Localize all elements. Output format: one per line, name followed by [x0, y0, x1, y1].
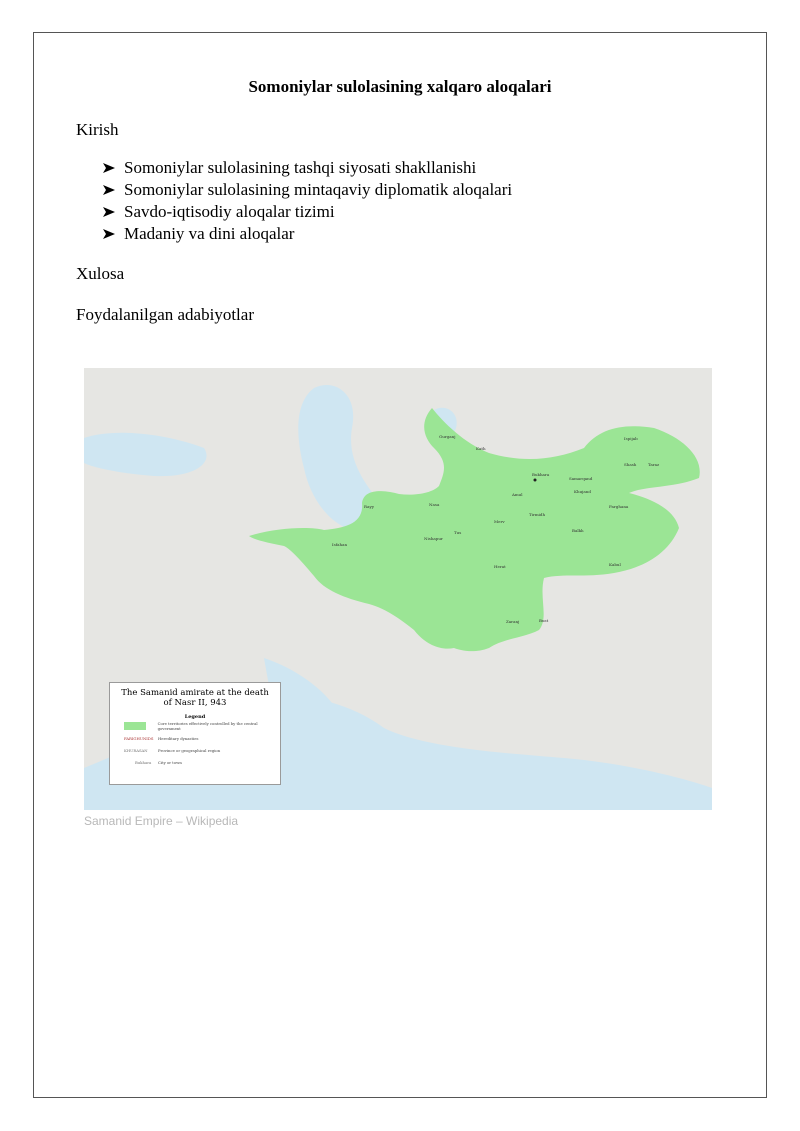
- list-item: [102, 201, 512, 223]
- map-label: Balkh: [572, 528, 584, 533]
- map-label: Isfahan: [332, 542, 348, 547]
- legend-label: Hereditary dynasties: [158, 735, 199, 741]
- legend-label: Province or geographical region: [158, 747, 221, 753]
- map-label: Merv: [494, 519, 505, 524]
- legend-row: [124, 756, 280, 768]
- map-label: Amul: [512, 492, 523, 497]
- toc-list: [102, 157, 512, 245]
- intro-heading: Kirish: [76, 120, 119, 139]
- dynasty-sample: FARIGHUNIDS: [124, 735, 154, 741]
- bukhara-marker: [534, 479, 537, 482]
- map-label: Rayy: [364, 504, 375, 509]
- arrow-bullet-icon: [102, 184, 116, 196]
- map-label: Zaranj: [506, 619, 520, 624]
- conclusion-heading: Xulosa: [76, 264, 125, 283]
- map-legend: [109, 682, 281, 785]
- legend-title: The Samanid amirate at the death of Nasr II, 943: [121, 688, 269, 708]
- map-label: Kath: [476, 446, 486, 451]
- map-label: Samarqand: [569, 476, 593, 481]
- map-label: Khujand: [574, 489, 591, 494]
- legend-row: [124, 720, 280, 732]
- legend-row: [124, 744, 280, 756]
- toc-item-label: Somoniylar sulolasining tashqi siyosati shakllanishi: [124, 158, 477, 177]
- map-label: Taraz: [648, 462, 660, 467]
- map-label: Tus: [454, 530, 462, 535]
- map-label: Nishapur: [424, 536, 443, 541]
- map-label: Tirmidh: [529, 512, 546, 517]
- city-sample: Bukhara: [135, 759, 152, 765]
- toc-item-label: Somoniylar sulolasining mintaqaviy diplomatik aloqalari: [124, 180, 513, 199]
- legend-subtitle: Legend: [184, 714, 206, 720]
- map-label: Shash: [624, 462, 637, 467]
- image-caption: Samanid Empire – Wikipedia: [84, 814, 239, 828]
- province-sample: KHURASAN: [124, 747, 148, 753]
- map-label: Kabul: [609, 562, 621, 567]
- map-label: Bust: [539, 618, 549, 623]
- map-label: Nasa: [429, 502, 440, 507]
- legend-row: [124, 732, 280, 744]
- arrow-bullet-icon: [102, 162, 116, 174]
- map-label: Gurganj: [439, 434, 456, 439]
- map-label: Farghana: [609, 504, 629, 509]
- map-label: Bukhara: [532, 472, 550, 477]
- territory-swatch: [124, 722, 146, 730]
- list-item: [102, 223, 512, 245]
- map-label: Ispijab: [624, 436, 638, 441]
- document-title: Somoniylar sulolasining xalqaro aloqalari: [248, 77, 552, 96]
- map-label: Herat: [494, 564, 506, 569]
- toc-item-label: Madaniy va dini aloqalar: [124, 224, 295, 243]
- list-item: [102, 179, 512, 201]
- list-item: [102, 157, 512, 179]
- legend-label: City or town: [158, 759, 182, 765]
- references-heading: Foydalanilgan adabiyotlar: [76, 305, 254, 324]
- legend-label: Core territories effectively controlled by the central government: [157, 721, 258, 731]
- toc-item-label: Savdo-iqtisodiy aloqalar tizimi: [124, 202, 335, 221]
- arrow-bullet-icon: [102, 228, 116, 240]
- arrow-bullet-icon: [102, 206, 116, 218]
